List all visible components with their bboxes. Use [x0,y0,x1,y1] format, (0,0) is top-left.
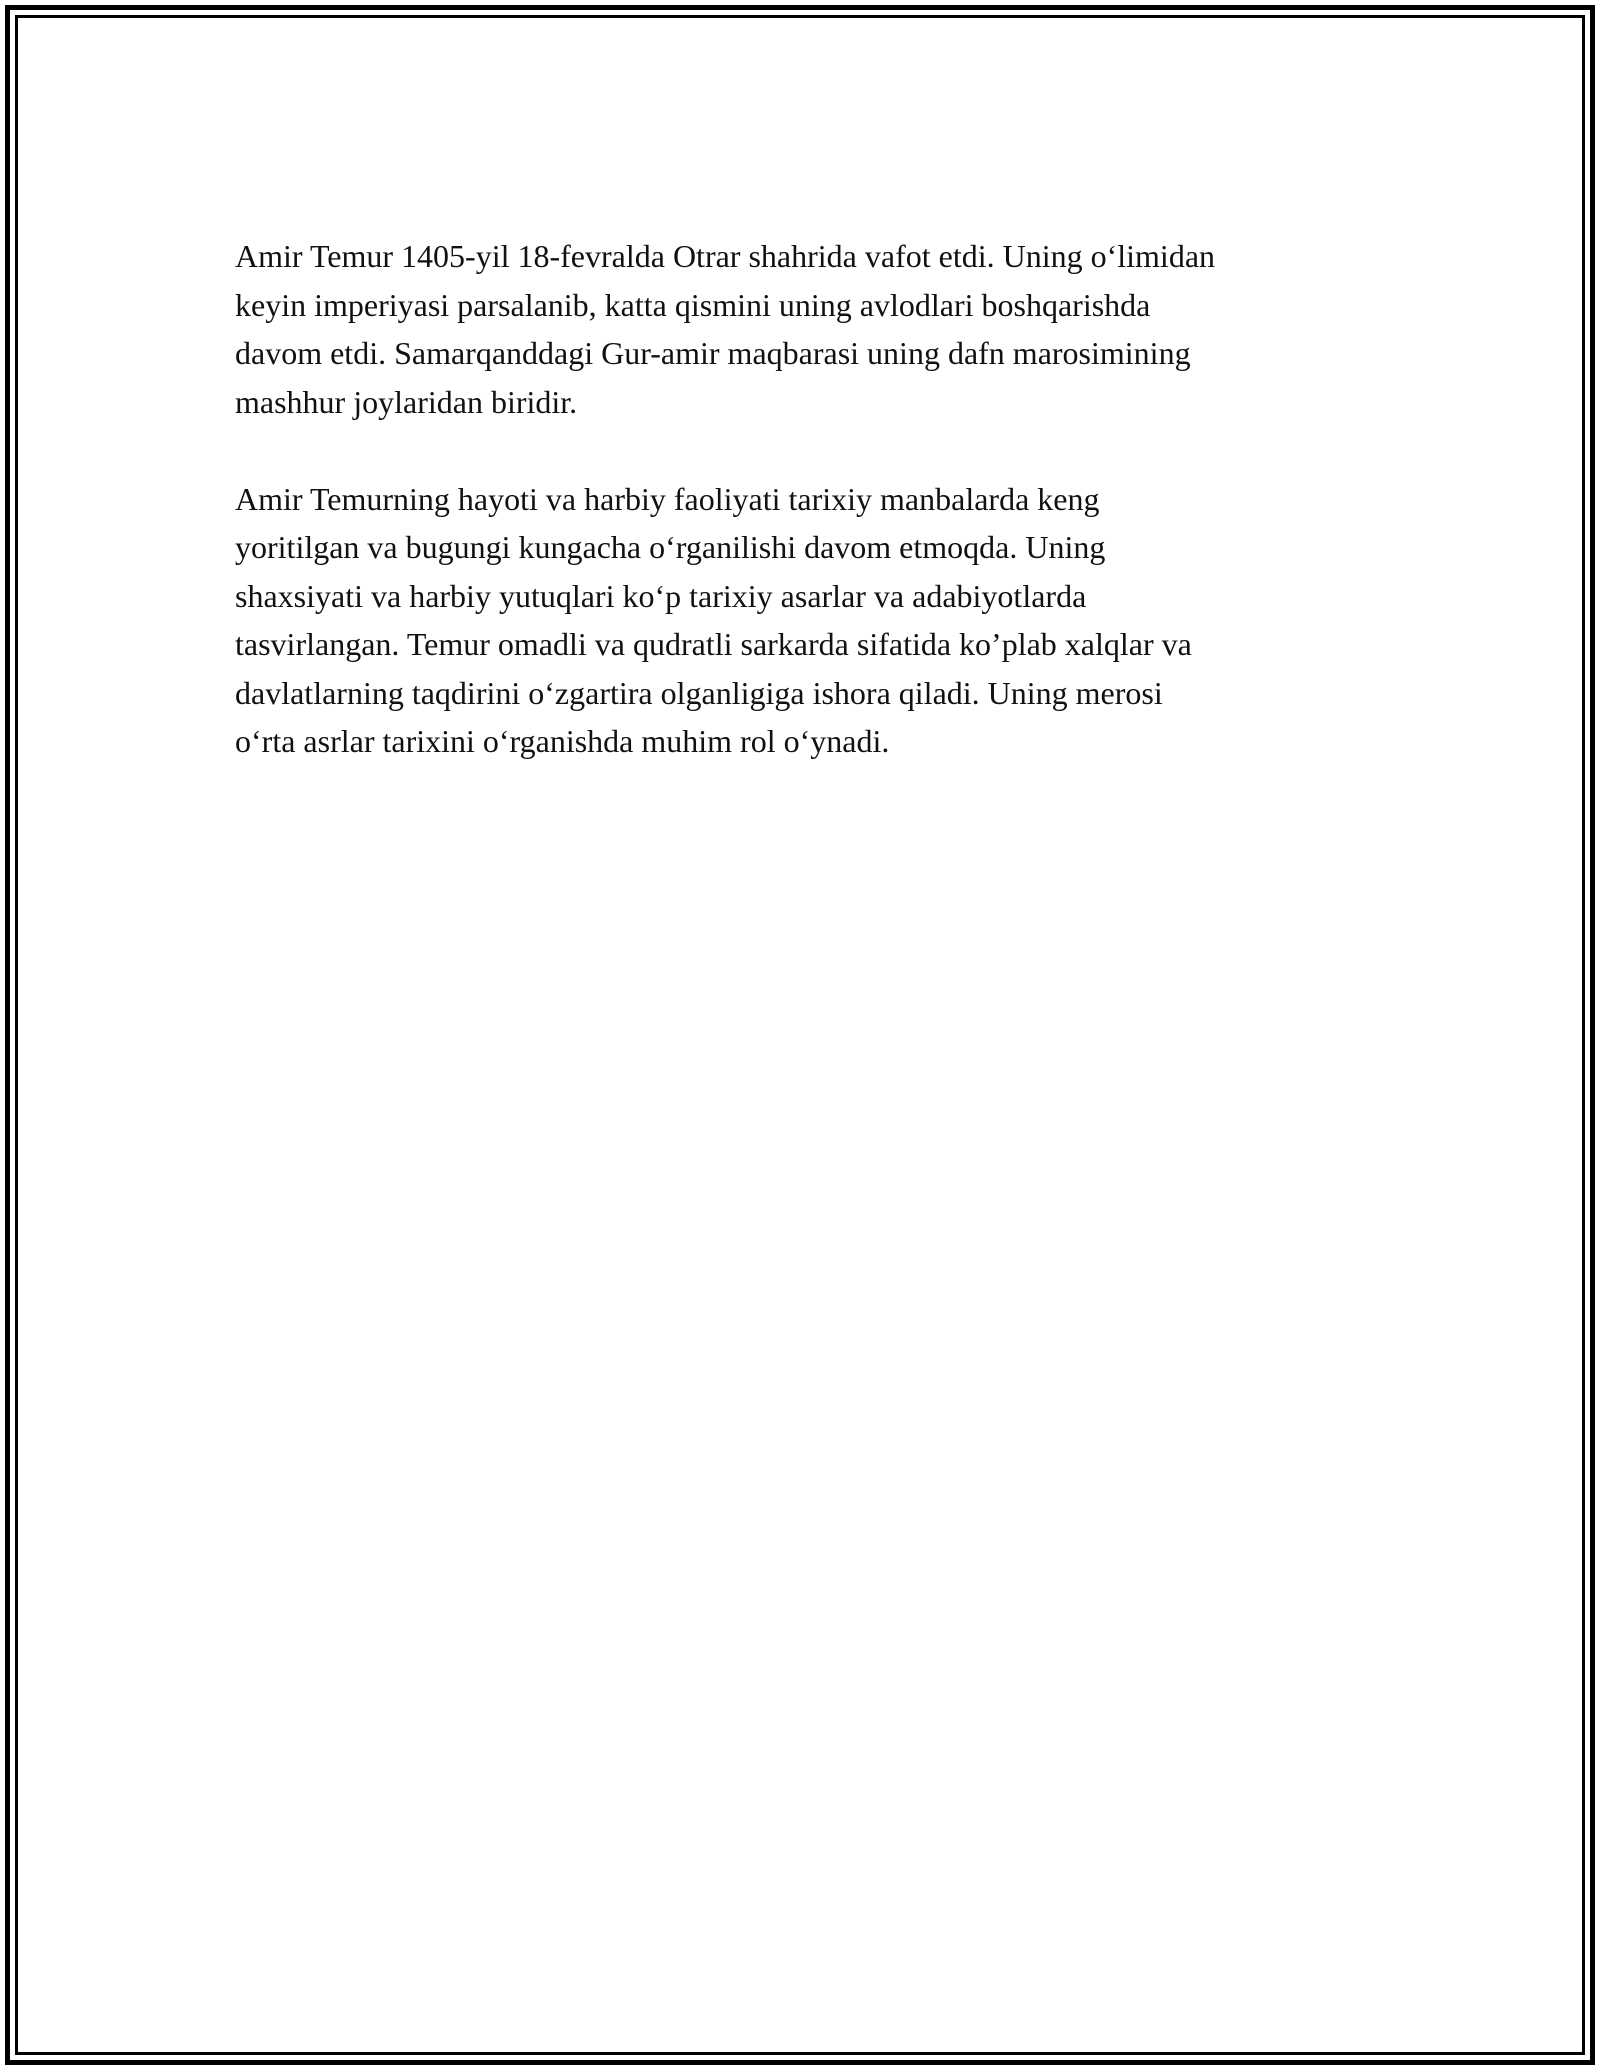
paragraph-line: yoritilgan va bugungi kungacha o‘rganilishi davom etmoqda. Uning [235,529,1106,565]
paragraph-line: Amir Temur 1405-yil 18-fevralda Otrar shahrida vafot etdi. Uning o‘limidan [235,238,1216,274]
paragraph-1 [235,232,1385,426]
paragraph-line: Amir Temurning hayoti va harbiy faoliyati tarixiy manbalarda keng [235,480,1100,517]
paragraph-line: keyin imperiyasi parsalanib, katta qismini uning avlodlari boshqarishda [235,286,1151,323]
paragraph-line: o‘rta asrlar tarixini o‘rganishda muhim rol o‘ynadi. [235,723,890,759]
paragraph-line: tasvirlangan. Temur omadli va qudratli sarkarda sifatida ko’plab xalqlar va [235,626,1192,662]
paragraph-2 [235,475,1385,766]
paragraph-line: shaxsiyati va harbiy yutuqlari ko‘p tarixiy asarlar va adabiyotlarda [235,577,1087,614]
paragraph-line: davlatlarning taqdirini o‘zgartira olganligiga ishora qiladi. Uning merosi [235,674,1163,711]
paragraph-line: mashhur joylaridan biridir. [235,383,578,420]
paragraph-line: davom etdi. Samarqanddagi Gur-amir maqbarasi uning dafn marosimining [235,335,1191,371]
document-body [235,232,1385,766]
